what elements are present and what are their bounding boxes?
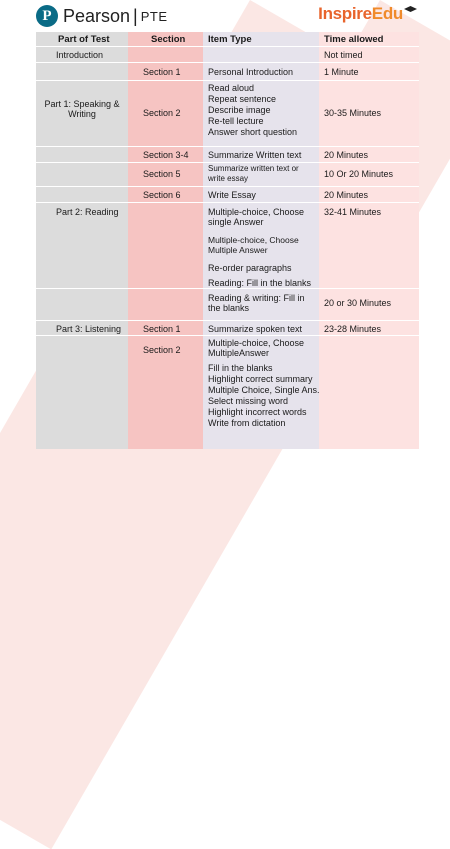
row-separator: [36, 202, 419, 203]
part1-section1: Section 1: [143, 67, 181, 77]
part1-section5: Section 5: [143, 169, 181, 179]
row-separator: [36, 186, 419, 187]
part1-section2-item: Repeat sentence: [208, 94, 277, 104]
part3-list-item: Write from dictation: [208, 418, 286, 428]
logo-text-part-b: Edu: [371, 4, 403, 23]
part1-section6: Section 6: [143, 190, 181, 200]
column-time-allowed: [319, 32, 419, 449]
row-separator: [36, 62, 419, 63]
part1-section6-item: Write Essay: [208, 190, 256, 200]
part2-label: Part 2: Reading: [56, 207, 119, 217]
part1-section5-time: 10 Or 20 Minutes: [324, 169, 394, 179]
header-section: Section: [151, 34, 186, 45]
part3-list-item: Fill in the blanks: [208, 363, 273, 373]
graduation-cap-icon: [404, 6, 417, 12]
part3-section1: Section 1: [143, 324, 181, 334]
part1-section34-item: Summarize Written text: [208, 150, 302, 160]
row-separator: [36, 80, 419, 81]
part3-list-item: Highlight correct summary: [208, 374, 313, 384]
part1-section2-item: Re-tell lecture: [208, 116, 264, 126]
part1-section34: Section 3-4: [143, 150, 189, 160]
part1-section1-time: 1 Minute: [324, 67, 359, 77]
row-separator: [36, 46, 419, 47]
column-part-of-test: [36, 32, 128, 449]
brand-separator: |: [133, 5, 138, 26]
part1-section6-time: 20 Minutes: [324, 190, 369, 200]
part3-list-item: Multiple Choice, Single Ans.: [208, 385, 320, 395]
header-part-of-test: Part of Test: [58, 34, 110, 45]
logo-text-part-a: Inspire: [318, 4, 372, 23]
part1-section2: Section 2: [143, 108, 181, 118]
brand-product: PTE: [140, 8, 168, 24]
intro-part: Introduction: [56, 50, 104, 60]
part1-section34-time: 20 Minutes: [324, 150, 369, 160]
pearson-logo-icon: P: [36, 5, 58, 27]
part3-section2: Section 2: [143, 345, 181, 355]
part1-section1-item: Personal Introduction: [208, 67, 294, 77]
intro-time: Not timed: [324, 50, 363, 60]
part3-section1-item: Summarize spoken text: [208, 324, 303, 334]
part2-item: Multiple-choice, Choose Multiple Answer: [208, 235, 299, 255]
test-format-table: [36, 32, 419, 449]
part3-list-item: Select missing word: [208, 396, 289, 406]
part2-time: 32-41 Minutes: [324, 207, 382, 217]
part2-rw-time: 20 or 30 Minutes: [324, 298, 392, 308]
inspire-edu-logo: [318, 4, 417, 26]
header: [0, 0, 450, 32]
part1-section2-item: Read aloud: [208, 83, 255, 93]
part2-rw-item: Reading & writing: Fill in the blanks: [208, 293, 305, 313]
brand-name: Pearson: [63, 5, 131, 26]
part2-item: Reading: Fill in the blanks: [208, 278, 312, 288]
part2-item: Multiple-choice, Choose single Answer: [208, 207, 305, 227]
row-separator: [36, 335, 419, 336]
part3-section1-time: 23-28 Minutes: [324, 324, 382, 334]
part1-section2-item: Answer short question: [208, 127, 298, 137]
header-time-allowed: Time allowed: [324, 34, 384, 45]
part1-label: Part 1: Speaking & Writing: [44, 99, 120, 119]
part1-section2-item: Describe image: [208, 105, 271, 115]
part3-section2-item: Multiple-choice, Choose MultipleAnswer: [208, 338, 305, 358]
row-separator: [36, 146, 419, 147]
part1-section5-item: Summarize written text or write essay: [208, 164, 299, 183]
part2-item: Re-order paragraphs: [208, 263, 292, 273]
part1-section2-time: 30-35 Minutes: [324, 108, 382, 118]
header-item-type: Item Type: [208, 34, 252, 45]
part3-label: Part 3: Listening: [56, 324, 122, 334]
part3-list-item: Highlight incorrect words: [208, 407, 307, 417]
row-separator: [36, 162, 419, 163]
row-separator: [36, 288, 419, 289]
pearson-brand: [36, 5, 168, 27]
row-separator: [36, 320, 419, 321]
column-section: [128, 32, 203, 449]
